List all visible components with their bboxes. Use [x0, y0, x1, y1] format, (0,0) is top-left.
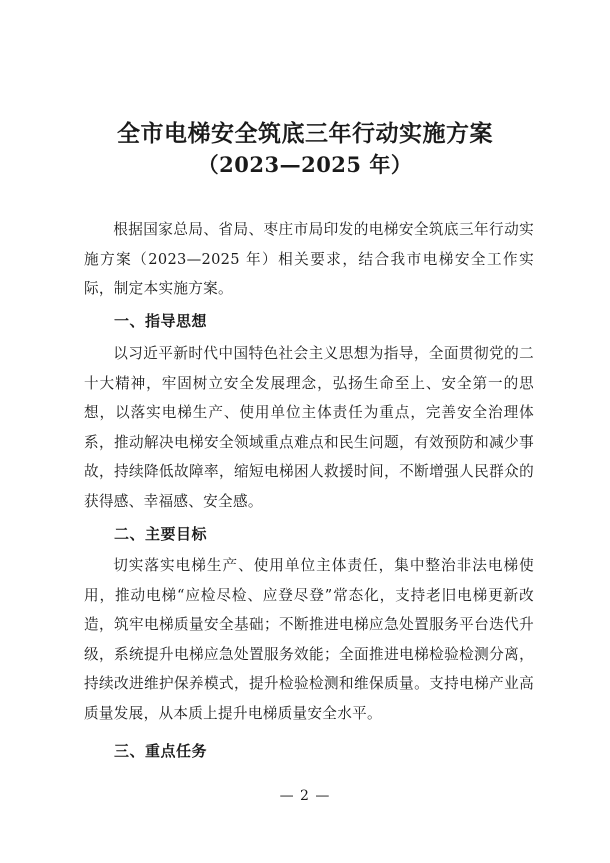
section-paragraph-main-goals: 切实落实电梯生产、使用单位主体责任，集中整治非法电梯使用，推动电梯“应检尽检、应登尽登”常态化，支持老旧电梯更新改造，筑牢电梯质量安全基础；不断推进电梯应急处置服务平台迭代升级，系统提升电梯应急处置服务效能；全面推进电梯检验检测分离，持续改进维护保养模式，提升检验检测和维保质量。支持电梯产业高质量发展，从本质上提升电梯质量安全水平。: [84, 557, 534, 722]
document-title: 全市电梯安全筑底三年行动实施方案: [117, 120, 493, 147]
section-heading-guiding-ideology: 一、指导思想: [114, 312, 208, 330]
section-heading-main-goals: 二、主要目标: [114, 525, 208, 543]
section-paragraph-guiding-ideology: 以习近平新时代中国特色社会主义思想为指导，全面贯彻党的二十大精神，牢固树立安全发展理念，弘扬生命至上、安全第一的思想，以落实电梯生产、使用单位主体责任为重点，完善安全治理体系，推动解决电梯安全领域重点难点和民生问题，有效预防和减少事故，持续降低故障率，缩短电梯困人救援时间，不断增强人民群众的获得感、幸福感、安全感。: [84, 345, 534, 510]
document-subtitle: （2023—2025 年）: [197, 152, 413, 177]
page-number: — 2 —: [279, 788, 331, 804]
intro-paragraph: 根据国家总局、省局、枣庄市局印发的电梯安全筑底三年行动实施方案（2023—2025 年）相关要求，结合我市电梯安全工作实际，制定本实施方案。: [84, 221, 534, 297]
section-heading-key-tasks: 三、重点任务: [114, 742, 208, 760]
